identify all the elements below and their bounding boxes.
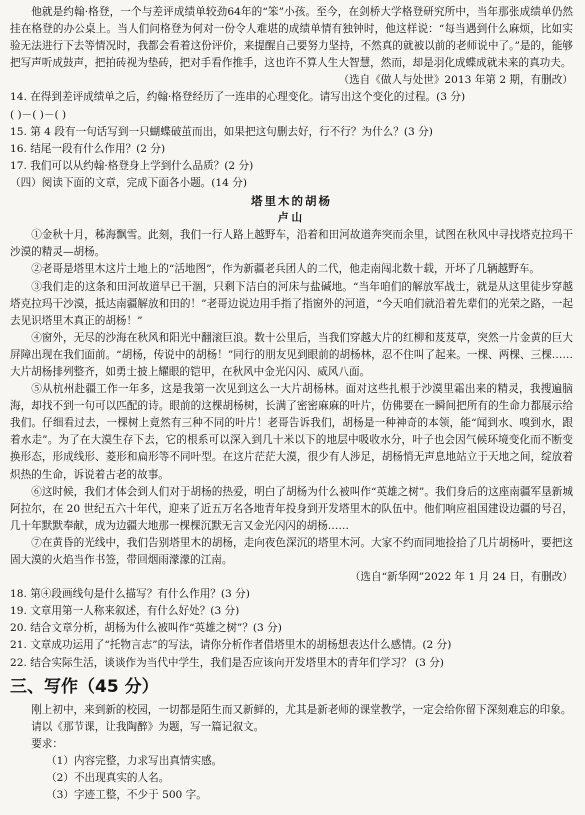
article-para-6: ⑥这时候，我们才体会到人们对于胡杨的热爱，明白了胡杨为什么被叫作“英雄之树”。我们身后的这座南疆军垦新城阿拉尔，在 20 世纪五六十年代，迎来了近五万名各地青年投身到开发塔里木的队伍中。他们响应祖国建设边疆的号召，几十年默默奉献，成为边疆大地那一棵棵沉默无言又金光闪闪的胡杨…… (10, 485, 573, 532)
article-para-7: ⑦在黄昏的光线中，我们告别塔里木的胡杨，走向夜色深沉的塔里木河。大家不约而同地捡拾了几片胡杨叶，要把这固大漠的火焰当作书签，带回烟雨濛濛的江南。 (10, 536, 573, 566)
question-18: 18. 第④段画线句是什么描写？有什么作用？(3 分) (10, 588, 250, 601)
question-19: 19. 文章用第一人称来叙述，有什么好处？(3 分) (10, 605, 240, 618)
article-para-3: ③我们走的这条和田河故道早已干涸，只剩下洁白的河床与盐碱地。“当年咱们的解放军战士，就是从这里徒步穿越塔克拉玛干沙漠，抵达南疆解放和田的！”老哥边说边用手指了指窗外的河道，“今天咱们就沿着先辈们的光荣之路，一起去见识塔里木真正的胡杨！” (10, 280, 573, 327)
article-para-1: ①金秋十月，秭海飘雪。此刻，我们一行人路上越野车，沿着和田河故道奔突而余里，试图在秋风中寻找塔克拉玛干沙漠的精灵—胡杨。 (10, 229, 573, 259)
article-para-5: ⑤从杭州赴疆工作一年多，这是我第一次见到这么一大片胡杨林。面对这些扎根于沙漠里霜出来的精灵，我搜遍脑海，却找不到一句可以匹配的诗。眼前的这棵胡杨树，长满了密密麻麻的叶片，仿佛要在一瞬间把所有的生命力都展示给我们。仔细看过去，一棵树上竟然有三种不同的叶片！老哥告诉我们，胡杨是一种神奇的本领，能“闻到水、嗅到水，跟着水走”。为了在大漠生存下去，它的根系可以深入到几十米以下的地层中吸收水分，叶子也会因气候环境变化而不断变换形态，形成线形、菱形和扁形等不同叶型。在这片茫茫大漠，很少有人涉足，胡杨悄无声息地站立于天地之间，绽放着炽热的生命，诉说着古老的故事。 (10, 383, 573, 481)
article-author: 卢山 (277, 212, 306, 225)
article-para-2: ②老哥是塔里木这片土地上的“活地图”，作为新疆老兵团人的二代，他走南闯北数十载，开坏了几辆越野车。 (31, 263, 540, 276)
question-22: 22. 结合实际生活，谈谈作为当代中学生，我们是否应该向开发塔里木的青年们学习？ (3 分) (10, 656, 444, 669)
article-para-4: ④窗外，无尽的沙海在秋风和阳光中翻滚巨浪。数十公里后，当我们穿越大片的红柳和芨芨草，突然一片金黄的巨大屏障出现在我们面前。“胡杨，传说中的胡杨！”同行的朋友见到眼前的胡杨林，忍不住叫了起来。一棵、两棵、三棵……大片胡杨排列整齐，如勇士披上耀眼的铠甲，在秋风中金光闪闪、威风八面。 (10, 331, 573, 378)
requirement-2: （2）不出现真实的人名。 (46, 772, 170, 785)
article-title: 塔里木的胡杨 (251, 194, 332, 209)
section-4-heading: （四）阅读下面的文章，完成下面各小题。(14 分) (10, 176, 247, 189)
question-15: 15. 第 4 段有一句话写到一只蝴蝶破茧而出，如果把这句删去好，行不行？为什么？(3 分) (10, 125, 433, 138)
writing-instruction: 请以《那节课，让我陶醉》为题，写一篇记叙文。 (31, 720, 265, 733)
question-14: 14. 在得到差评成绩单之后，约翰·格登经历了一连串的心理变化。请写出这个变化的过程。(3 分) (10, 91, 466, 104)
requirement-1: （1）内容完整，力求写出真情实感。 (46, 754, 223, 767)
question-16: 16. 结尾一段有什么作用？(2 分) (10, 142, 166, 155)
source-citation-1: （选自《做人与处世》2013 年第 2 期，有删改） (338, 74, 573, 87)
section-3-heading: 三、写作（45 分） (10, 676, 159, 697)
question-20: 20. 结合文章分析，胡杨为什么被叫作“英雄之树”？(3 分) (10, 622, 282, 635)
writing-prompt: 刚上初中，来到新的校园，一切都是陌生而又新鲜的，尤其是新老师的课堂教学，一定会给你留下深刻难忘的印象。 (31, 703, 572, 716)
passage-intro-end: 他就是约翰·格登，一个与差评成绩单较劲64年的“笨”小孩。至今，在剑桥大学格登研究所中，当年那张成绩单仍然挂在格登的办公桌上。当人们问格登为何对一份令人难堪的成绩单情有独钟时，他这样说：“每当遇到什么麻烦，比如实验无法进行下去等情况时，我都会看着这份评价，来提醒自己要努力坚持，不然真的就被以前的老师说中了。”是的，能够把写声听成鼓声，把拍砖视为垫砖，把对手看作推手，这也许不算人生大智慧，然而，却是羽化成蝶成就未来的真功夫。 (10, 6, 573, 70)
requirement-3: （3）字迹工整，不少于 500 字。 (46, 789, 207, 802)
requirements-label: 要求： (31, 737, 63, 750)
question-17: 17. 我们可以从约翰·格登身上学到什么品质？(2 分) (10, 159, 254, 172)
source-citation-2: （选自“新华网”2022 年 1 月 24 日，有删改） (349, 571, 573, 584)
question-21: 21. 文章成功运用了“托物言志”的写法，请你分析作者借塔里木的胡杨想表达什么感情。(2 分) (10, 639, 452, 652)
question-14-blanks: ( )－( )－( ) (10, 108, 67, 121)
